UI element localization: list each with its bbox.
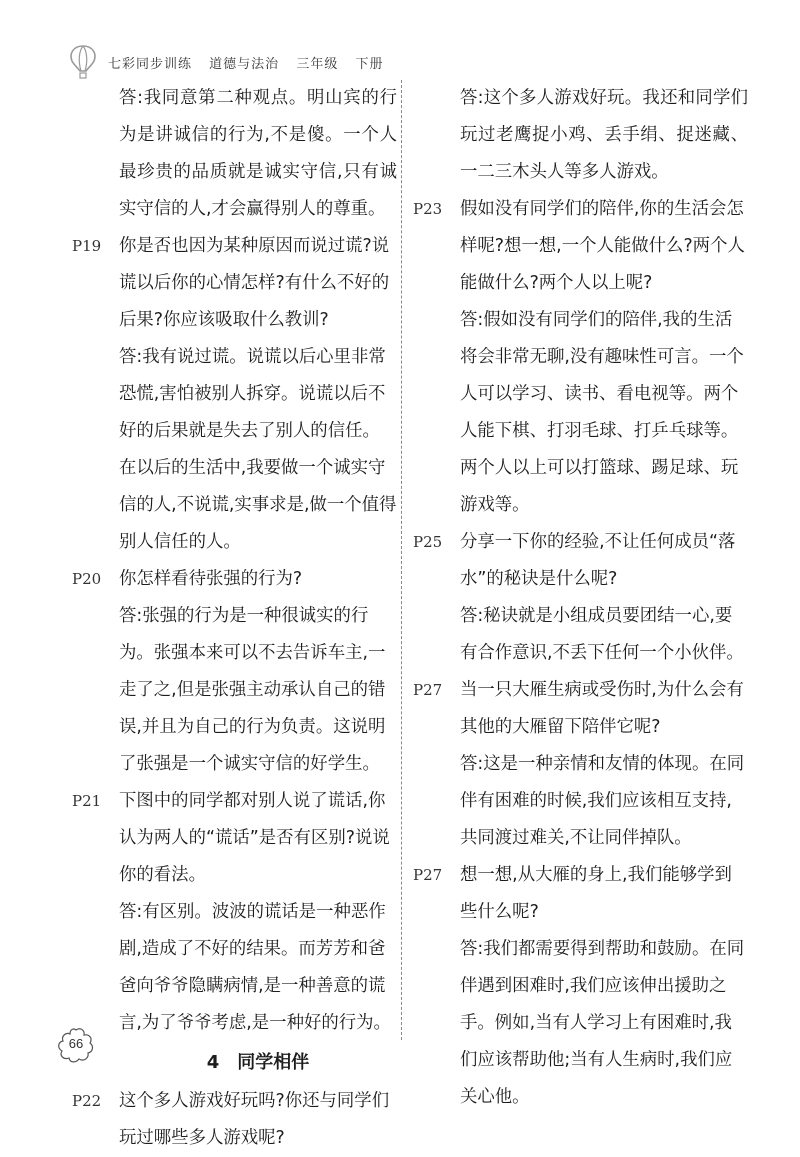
answer-text: 答:有区别。波波的谎话是一种恶作剧,造成了不好的结果。而芳芳和爸爸向爷爷隐瞒病情,是一种善意的谎言,为了爷爷考虑,是一种好的行为。 <box>119 902 391 1033</box>
section-heading <box>119 1044 397 1081</box>
page-ref-label: P27 <box>413 866 443 884</box>
question-text: 这个多人游戏好玩吗?你还与同学们玩过哪些多人游戏呢? <box>119 1091 390 1148</box>
question-text: 你怎样看待张强的行为? <box>119 569 303 589</box>
question-p23 <box>413 191 748 524</box>
answer-text: 答:假如没有同学们的陪伴,我的生活将会非常无聊,没有趣味性可言。一个人可以学习、读书、看电视等。两个人能下棋、打羽毛球、打乒乓球等。两个人以上可以打篮球、踢足球、玩游戏等。 <box>460 310 744 515</box>
column-divider <box>401 80 402 1040</box>
section-number: 4 <box>206 1052 220 1073</box>
page-number-badge <box>56 1026 96 1064</box>
hot-air-balloon-logo-icon <box>64 43 102 81</box>
question-text: 想一想,从大雁的身上,我们能够学到些什么呢? <box>460 865 732 922</box>
answer-text: 答:我们都需要得到帮助和鼓励。在同伴遇到困难时,我们应该伸出援助之手。例如,当有人学习上有困难时,我们应该帮助他;当有人生病时,我们应关心他。 <box>460 939 745 1107</box>
page-ref-label: P20 <box>72 570 102 588</box>
answer-text: 答:我有说过谎。说谎以后心里非常恐慌,害怕被别人拆穿。说谎以后不好的后果就是失去了别人的信任。在以后的生活中,我要做一个诚实守信的人,不说谎,实事求是,做一个值得别人信任的人。 <box>119 347 397 552</box>
question-p19 <box>72 228 397 561</box>
answer-text: 答:这是一种亲情和友情的体现。在同伴有困难的时候,我们应该相互支持,共同渡过难关,不让同伴掉队。 <box>460 754 745 848</box>
header-term: 下册 <box>355 56 384 72</box>
right-column <box>413 80 748 1116</box>
header-text <box>108 53 395 72</box>
page-number: 66 <box>68 1036 84 1051</box>
p22-answer: 答:这个多人游戏好玩。我还和同学们玩过老鹰捉小鸡、丢手绢、捉迷藏、一二三木头人等多人游戏。 <box>460 88 748 182</box>
question-p20 <box>72 561 397 783</box>
question-text: 当一只大雁生病或受伤时,为什么会有其他的大雁留下陪伴它呢? <box>460 680 744 737</box>
question-p22 <box>72 1083 397 1157</box>
question-text: 下图中的同学都对别人说了谎话,你认为两人的“谎话”是否有区别?说说你的看法。 <box>119 791 390 885</box>
section-title: 同学相伴 <box>237 1052 310 1073</box>
page-ref-label: P23 <box>413 200 443 218</box>
question-p25 <box>413 524 748 672</box>
question-p27-a <box>413 672 748 857</box>
question-text: 你是否也因为某种原因而说过谎?说谎以后你的心情怎样?有什么不好的后果?你应该吸取什么教训? <box>119 236 390 330</box>
page-header <box>64 44 395 80</box>
page-ref-label: P22 <box>72 1092 102 1110</box>
header-subject: 道德与法治 <box>209 56 280 72</box>
question-text: 分享一下你的经验,不让任何成员“落水”的秘诀是什么呢? <box>460 532 736 589</box>
answer-text: 答:张强的行为是一种很诚实的行为。张强本来可以不去告诉车主,一走了之,但是张强主动承认自己的错误,并且为自己的行为负责。这说明了张强是一个诚实守信的好学生。 <box>119 606 386 774</box>
left-column <box>72 80 397 1157</box>
intro-answer: 答:我同意第二种观点。明山宾的行为是讲诚信的行为,不是傻。一个人最珍贵的品质就是诚实守信,只有诚实守信的人,才会赢得别人的尊重。 <box>119 88 397 219</box>
question-p27-b <box>413 857 748 1116</box>
page-ref-label: P25 <box>413 533 443 551</box>
question-p21 <box>72 783 397 1042</box>
page-ref-label: P19 <box>72 237 102 255</box>
header-grade: 三年级 <box>296 56 339 72</box>
question-text: 假如没有同学们的陪伴,你的生活会怎样呢?想一想,一个人能做什么?两个人能做什么?两个人以上呢? <box>460 199 745 293</box>
page-ref-label: P27 <box>413 681 443 699</box>
page-ref-label: P21 <box>72 792 102 810</box>
header-series: 七彩同步训练 <box>108 56 193 72</box>
answer-text: 答:秘诀就是小组成员要团结一心,要有合作意识,不丢下任何一个小伙伴。 <box>460 606 744 663</box>
